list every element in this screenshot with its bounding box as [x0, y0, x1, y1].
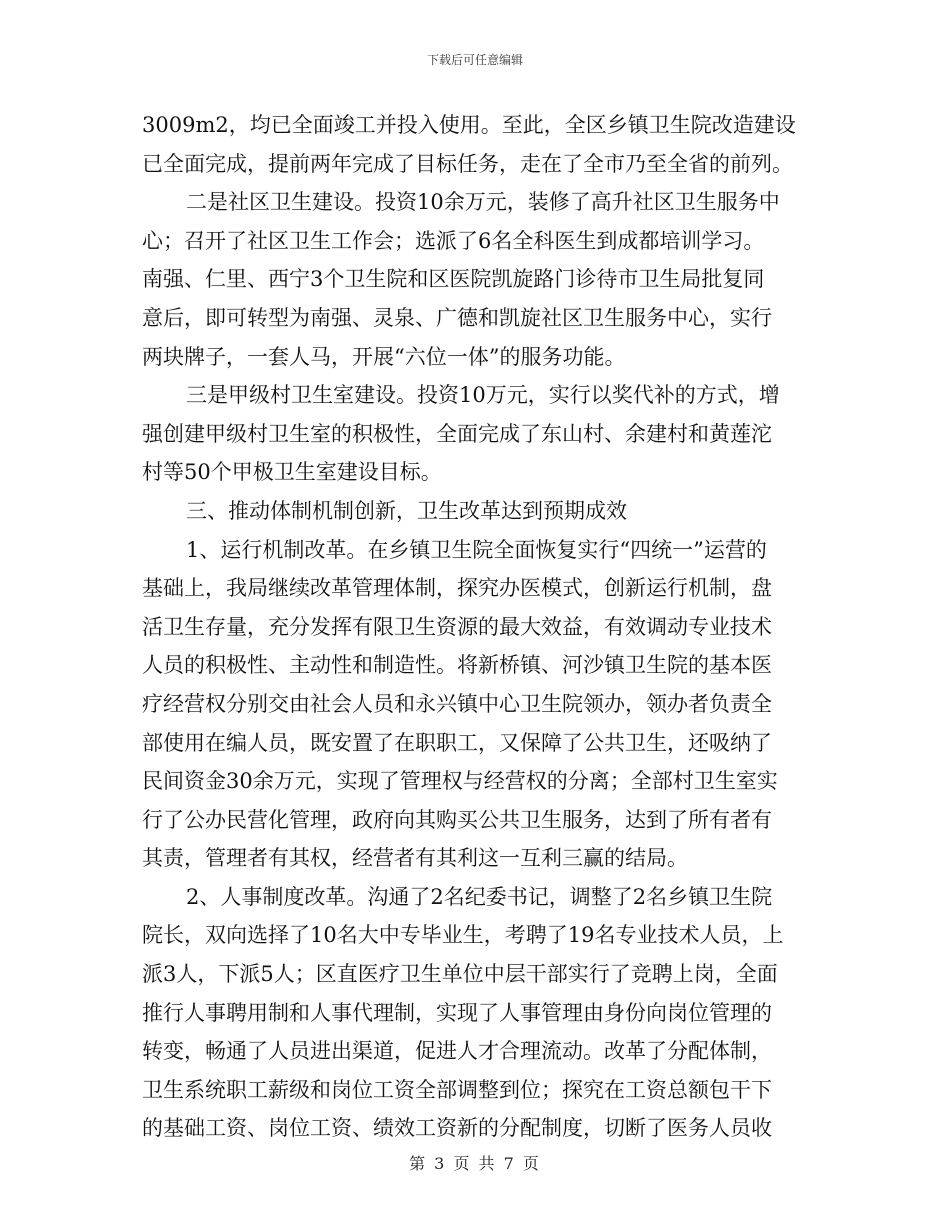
text-line: 村等50个甲极卫生室建设目标。 — [142, 460, 442, 485]
page-number-footer: 第 3 页 共 7 页 — [409, 1154, 541, 1173]
text-line: 推行人事聘用制和人事代理制，实现了人事管理由身份向岗位管理的 — [142, 1000, 772, 1025]
text-line: 意后，即可转型为南强、灵泉、广德和凯旋社区卫生服务中心，实行 — [142, 305, 772, 330]
paragraph-start-line: 1、运行机制改革。在乡镇卫生院全面恢复实行“四统一”运营的 — [186, 537, 767, 562]
text-line: 已全面完成，提前两年完成了目标任务，走在了全市乃至全省的前列。 — [142, 151, 793, 176]
text-line: 其责，管理者有其权，经营者有其利这一互利三赢的结局。 — [142, 846, 688, 871]
paragraph-start-line: 二是社区卫生建设。投资10余万元，装修了高升社区卫生服务中 — [186, 190, 780, 215]
text-line: 强创建甲级村卫生室的积极性，全面完成了东山村、余建村和黄莲沱 — [142, 421, 772, 446]
document-body — [142, 106, 822, 1148]
text-line: 南强、仁里、西宁3个卫生院和区医院凯旋路门诊待市卫生局批复同 — [142, 267, 765, 292]
text-line: 派3人，下派5人；区直医疗卫生单位中层干部实行了竞聘上岗，全面 — [142, 962, 778, 987]
text-line: 基础上，我局继续改革管理体制，探究办医模式，创新运行机制，盘 — [142, 576, 772, 601]
text-line: 行了公办民营化管理，政府向其购买公共卫生服务，达到了所有者有 — [142, 807, 772, 832]
text-line: 心；召开了社区卫生工作会；选派了6名全科医生到成都培训学习。 — [142, 228, 765, 253]
text-line: 转变，畅通了人员进出渠道，促进人才合理流动。改革了分配体制， — [142, 1039, 772, 1064]
text-line: 院长，双向选择了10名大中专毕业生，考聘了19名专业技术人员，上 — [142, 923, 784, 948]
paragraph-start-line: 三是甲级村卫生室建设。投资10万元，实行以奖代补的方式，增 — [186, 383, 780, 408]
text-line: 3009m2，均已全面竣工并投入使用。至此，全区乡镇卫生院改造建设 — [142, 113, 796, 137]
text-line: 疗经营权分别交由社会人员和永兴镇中心卫生院领办，领办者负责全 — [142, 691, 772, 716]
text-line: 民间资金30余万元，实现了管理权与经营权的分离；全部村卫生室实 — [142, 769, 778, 794]
text-line: 活卫生存量，充分发挥有限卫生资源的最大效益，有效调动专业技术 — [142, 614, 772, 639]
paragraph-start-line: 2、人事制度改革。沟通了2名纪委书记，调整了2名乡镇卫生院 — [186, 884, 773, 909]
text-line: 部使用在编人员，既安置了在职职工，又保障了公共卫生，还吸纳了 — [142, 730, 772, 755]
section-heading: 三、推动体制机制创新，卫生改革达到预期成效 — [186, 498, 627, 523]
page-header: 下载后可任意编辑 — [426, 53, 523, 67]
text-line: 两块牌子，一套人马，开展“六位一体”的服务功能。 — [142, 344, 626, 369]
text-line: 人员的积极性、主动性和制造性。将新桥镇、河沙镇卫生院的基本医 — [142, 653, 772, 678]
text-line: 的基础工资、岗位工资、绩效工资新的分配制度，切断了医务人员收 — [142, 1116, 772, 1141]
text-line: 卫生系统职工薪级和岗位工资全部调整到位；探究在工资总额包干下 — [142, 1077, 772, 1102]
